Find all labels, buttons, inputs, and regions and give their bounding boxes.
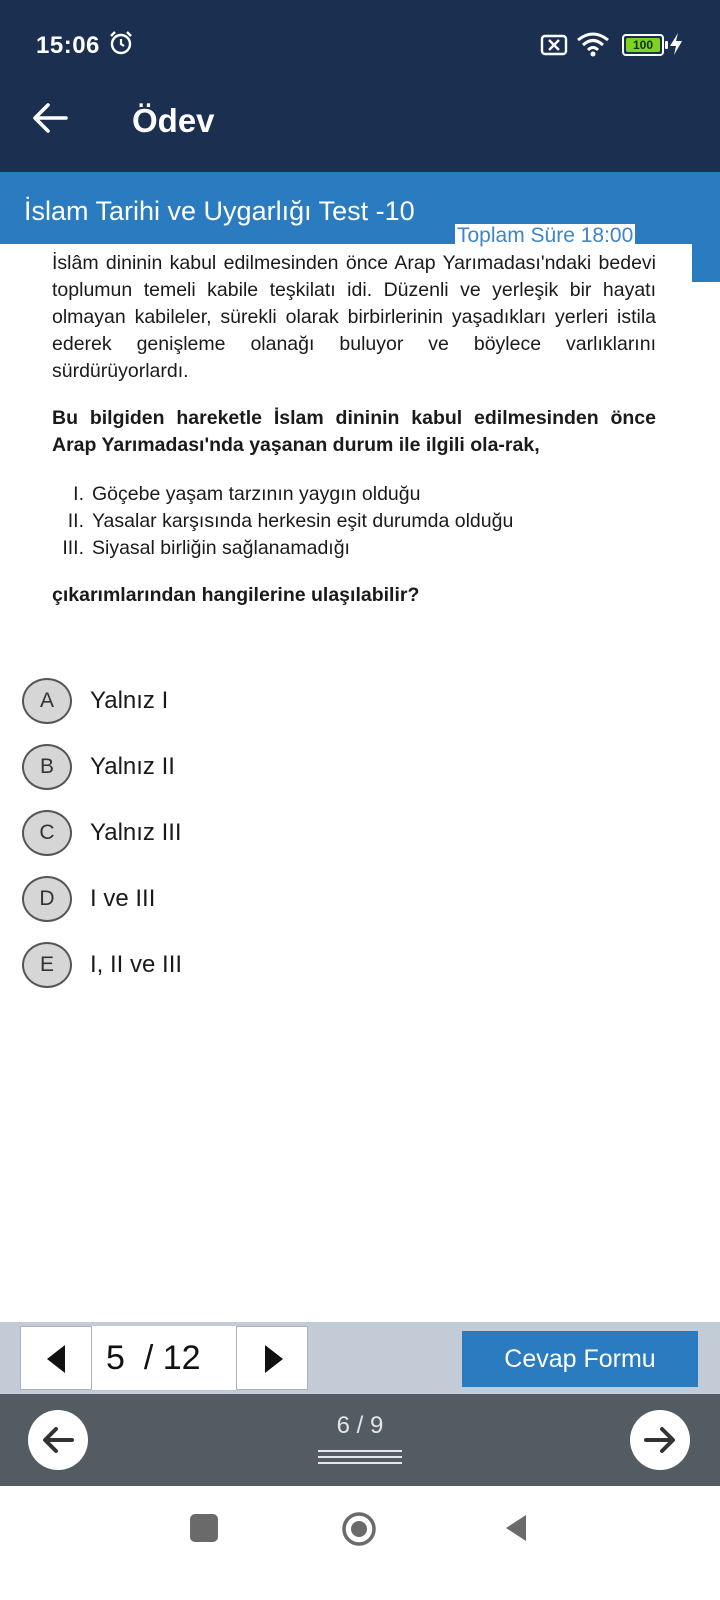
bottom-nav <box>0 1394 720 1486</box>
option-label: Yalnız II <box>90 753 175 780</box>
question-passage: İslâm dininin kabul edilmesinden önce Arap Yarımadası'ndaki bedevi toplumun temeli kabile teşkilatı idi. Düzenli ve yerleşik bir hayatı olmayan kabileler, sürekli olarak birbirlerinin yaşadıkları yerleri istila ederek genişleme olanağı buluyor ve böylece varlıklarını sürdürüyorlardı. <box>52 252 656 382</box>
option-label: I, II ve III <box>90 951 183 978</box>
question-prompt: çıkarımlarından hangilerine ulaşılabilir? <box>52 584 420 606</box>
option-label: Yalnız I <box>90 687 169 714</box>
prev-question-button[interactable] <box>20 1326 92 1390</box>
home-icon[interactable] <box>340 1510 378 1548</box>
current-question: 5 <box>106 1339 125 1377</box>
side-tab[interactable] <box>692 244 720 282</box>
question-item: III. Siyasal birliğin sağlanamadığı <box>62 537 350 559</box>
alarm-icon <box>108 30 134 56</box>
total-questions: / 12 <box>143 1339 201 1377</box>
option-a[interactable] <box>22 668 522 734</box>
test-name: İslam Tarihi ve Uygarlığı Test -10 <box>24 196 415 226</box>
answer-form-button[interactable]: Cevap Formu <box>462 1331 698 1387</box>
option-label: I ve III <box>90 885 156 912</box>
charging-icon <box>668 32 684 56</box>
question-item: II. Yasalar karşısında herkesin eşit durumda olduğu <box>67 510 514 532</box>
nav-next-button[interactable] <box>630 1410 690 1470</box>
option-bubble[interactable]: A <box>22 678 72 724</box>
triangle-right-icon <box>237 1327 309 1391</box>
system-back-icon[interactable] <box>502 1512 530 1544</box>
question-pager <box>0 1322 720 1394</box>
question-stem: Bu bilgiden hareketle İslam dininin kabul edilmesinden önce Arap Yarımadası'nda yaşanan durum ile ilgili ola-rak, <box>52 407 656 456</box>
wifi-icon <box>576 30 610 58</box>
test-header <box>0 172 720 247</box>
option-b[interactable] <box>22 734 522 800</box>
option-d[interactable] <box>22 866 522 932</box>
option-label: Yalnız III <box>90 819 182 846</box>
circle-arrow-right-icon <box>630 1410 690 1470</box>
no-sim-icon <box>540 34 568 56</box>
menu-lines-icon[interactable] <box>318 1450 402 1466</box>
back-arrow-icon[interactable] <box>30 100 70 136</box>
option-bubble[interactable]: E <box>22 942 72 988</box>
option-e[interactable] <box>22 932 522 998</box>
status-time: 15:06 <box>36 32 100 59</box>
nav-prev-button[interactable] <box>28 1410 88 1470</box>
battery-level: 100 <box>626 38 660 52</box>
triangle-left-icon <box>21 1327 93 1391</box>
option-bubble[interactable]: C <box>22 810 72 856</box>
next-question-button[interactable] <box>236 1326 308 1390</box>
total-time-value: 18:00 <box>580 224 634 247</box>
question-item: I. Göçebe yaşam tarzının yaygın olduğu <box>73 483 421 505</box>
status-bar <box>0 0 720 92</box>
answer-options <box>22 668 522 998</box>
option-c[interactable] <box>22 800 522 866</box>
top-bar <box>0 0 720 172</box>
system-nav-bar <box>0 1486 720 1600</box>
page-indicator: 6 / 9 <box>336 1412 384 1439</box>
question-block <box>52 250 656 609</box>
option-bubble[interactable]: B <box>22 744 72 790</box>
total-time <box>455 224 635 248</box>
recents-icon[interactable] <box>190 1514 218 1542</box>
circle-arrow-left-icon <box>28 1410 88 1470</box>
question-items <box>52 481 656 562</box>
option-bubble[interactable]: D <box>22 876 72 922</box>
battery-icon <box>622 34 664 56</box>
page-title: Ödev <box>132 102 215 139</box>
total-time-label: Toplam Süre <box>457 224 575 247</box>
question-counter <box>92 1326 236 1390</box>
